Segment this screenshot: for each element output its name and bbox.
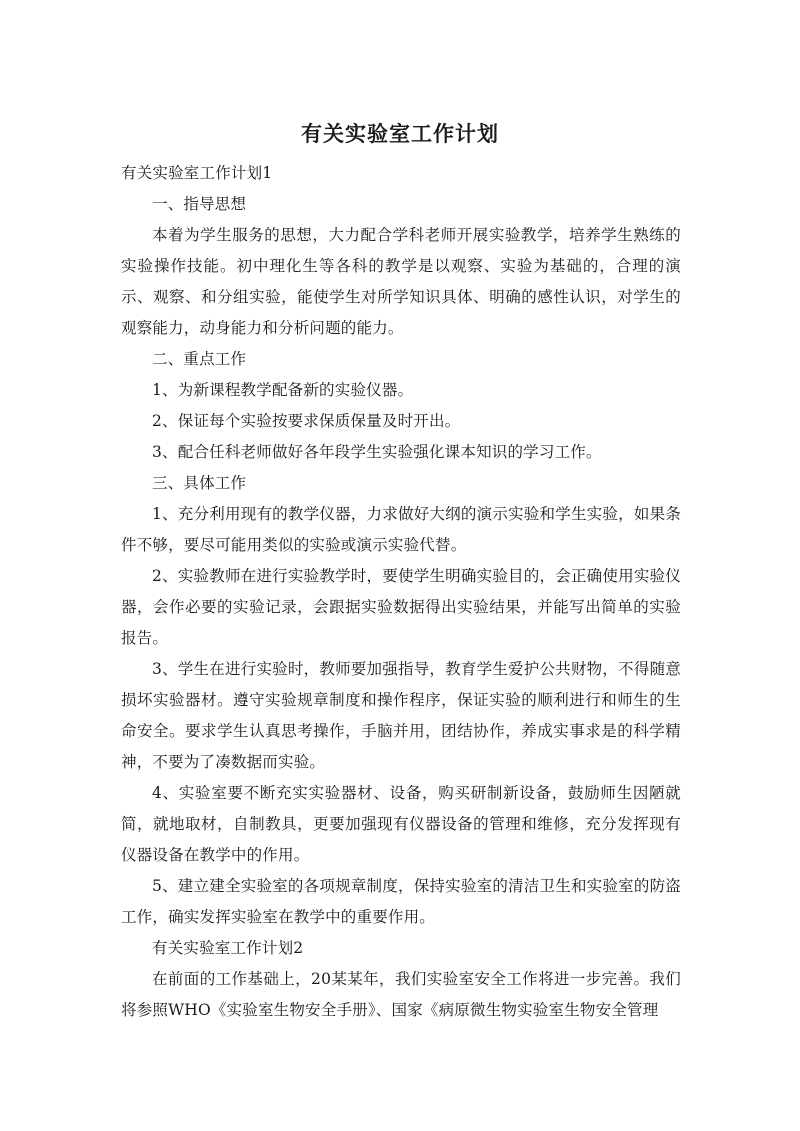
specific-work-item-4: 4、实验室要不断充实实验器材、设备，购买研制新设备，鼓励师生因陋就简，就地取材，自制教具，更要加强现有仪器设备的管理和维修，充分发挥现有仪器设备在教学中的作用。	[121, 784, 681, 864]
heading-specific-work: 三、具体工作	[152, 474, 247, 492]
heading-key-work: 二、重点工作	[152, 350, 247, 368]
section-heading-plan-2: 有关实验室工作计划2	[152, 939, 304, 957]
paragraph-guiding-thought: 本着为学生服务的思想，大力配合学科老师开展实验教学，培养学生熟练的实验操作技能。初中理化生等各科的教学是以观察、实验为基础的，合理的演示、观察、和分组实验，能使学生对所学知识具体、明确的感性认识，对学生的观察能力，动身能力和分析问题的能力。	[121, 226, 681, 337]
specific-work-item-5: 5、建立建全实验室的各项规章制度，保持实验室的清洁卫生和实验室的防盗工作，确实发挥实验室在教学中的重要作用。	[121, 877, 681, 926]
specific-work-item-3: 3、学生在进行实验时，教师要加强指导，教育学生爱护公共财物，不得随意损坏实验器材。遵守实验规章制度和操作程序，保证实验的顺利进行和师生的生命安全。要求学生认真思考操作，手脑并用，团结协作，养成实事求是的科学精神，不要为了凑数据而实验。	[121, 660, 681, 771]
paragraph-plan-2-intro: 在前面的工作基础上，20某某年，我们实验室安全工作将进一步完善。我们将参照WHO《实验室生物安全手册》、国家《病原微生物实验室生物安全管理	[121, 970, 681, 1019]
key-work-item-3: 3、配合任科老师做好各年段学生实验强化课本知识的学习工作。	[152, 443, 602, 461]
key-work-item-1: 1、为新课程教学配备新的实验仪器。	[152, 381, 414, 399]
document-body	[121, 158, 681, 1026]
key-work-item-2: 2、保证每个实验按要求保质保量及时开出。	[152, 412, 461, 430]
heading-guiding-thought: 一、指导思想	[152, 195, 247, 213]
specific-work-item-1: 1、充分利用现有的教学仪器，力求做好大纲的演示实验和学生实验，如果条件不够，要尽可能用类似的实验或演示实验代替。	[121, 505, 681, 554]
section-heading-plan-1: 有关实验室工作计划1	[121, 164, 273, 182]
specific-work-item-2: 2、实验教师在进行实验教学时，要使学生明确实验目的，会正确使用实验仪器，会作必要的实验记录，会跟据实验数据得出实验结果，并能写出简单的实验报告。	[121, 567, 681, 647]
document-title: 有关实验室工作计划	[301, 122, 499, 146]
